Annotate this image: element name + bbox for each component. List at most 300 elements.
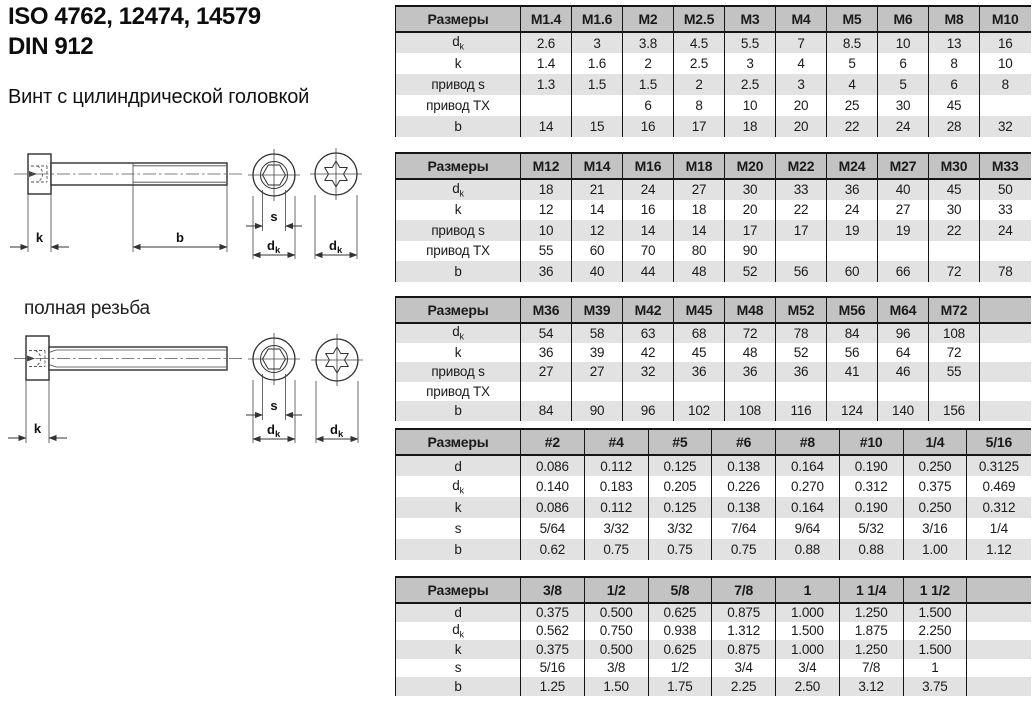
dimension-value: 27: [572, 362, 623, 382]
dimension-value: 1.25: [521, 677, 585, 696]
dimension-value: 27: [674, 179, 725, 200]
row-label: k: [396, 497, 521, 518]
row-label: s: [396, 518, 521, 539]
dimension-value: 3/16: [903, 518, 967, 539]
size-column-header: M8: [929, 6, 980, 32]
dimension-value: [967, 603, 1031, 622]
dimension-value: [967, 622, 1031, 641]
dimension-value: 1.000: [776, 603, 840, 622]
dimension-value: 25: [827, 95, 878, 116]
dimension-value: [521, 95, 572, 116]
dimension-value: [967, 659, 1031, 678]
size-column-header: #5: [648, 429, 712, 455]
dimension-value: [967, 640, 1031, 659]
dimension-value: 0.875: [712, 603, 776, 622]
dimension-value: 12: [572, 220, 623, 241]
standards-title-din: DIN 912: [8, 33, 94, 60]
dimension-value: 52: [776, 343, 827, 363]
row-label: k: [396, 53, 521, 74]
row-label: b: [396, 401, 521, 421]
size-column-header: #10: [839, 429, 903, 455]
dimension-value: 2: [623, 53, 674, 74]
dimension-value: 72: [929, 343, 980, 363]
row-label: $d_k$: [396, 179, 521, 200]
screw-side-view-partial-thread: [10, 154, 242, 252]
technical-drawing: [0, 140, 390, 470]
dimension-value: 90: [572, 401, 623, 421]
dimension-value: 46: [878, 362, 929, 382]
dimension-value: 1.00: [903, 539, 967, 560]
size-column-header: M14: [572, 153, 623, 179]
dimension-value: 5/32: [839, 518, 903, 539]
table-row: [396, 476, 1031, 497]
dimension-value: [878, 241, 929, 262]
dimension-value: 1.4: [521, 53, 572, 74]
dimension-value: 96: [623, 401, 674, 421]
full-thread-label: полная резьба: [24, 298, 150, 319]
dimension-value: 0.312: [967, 497, 1031, 518]
dimension-value: 55: [929, 362, 980, 382]
dimension-value: [980, 343, 1031, 363]
size-column-header: M5: [827, 6, 878, 32]
size-column-header: M16: [623, 153, 674, 179]
size-column-header: M1.4: [521, 6, 572, 32]
dimension-value: [572, 382, 623, 402]
dimension-value: 56: [776, 261, 827, 282]
dimension-value: 0.750: [584, 622, 648, 641]
size-column-header: M10: [980, 6, 1031, 32]
dimension-value: 20: [776, 116, 827, 137]
row-label: b: [396, 116, 521, 137]
dimension-value: 48: [725, 343, 776, 363]
table-row: [396, 116, 1031, 137]
dimension-value: 20: [776, 95, 827, 116]
dimension-value: 32: [623, 362, 674, 382]
dimension-value: 0.88: [839, 539, 903, 560]
dimension-value: 30: [929, 200, 980, 221]
dimension-value: 22: [776, 200, 827, 221]
size-column-header: #8: [776, 429, 840, 455]
dimension-value: 0.250: [903, 455, 967, 476]
size-column-header: M56: [827, 297, 878, 323]
table-imperial-2-516: [395, 428, 1031, 560]
table-row: [396, 362, 1031, 382]
dimension-value: 58: [572, 323, 623, 343]
dimension-value: 45: [929, 95, 980, 116]
table-row: [396, 603, 1031, 622]
dimension-value: 45: [929, 179, 980, 200]
dimension-value: 80: [674, 241, 725, 262]
size-column-header: M36: [521, 297, 572, 323]
table-metric-m36-m72: [395, 296, 1031, 421]
size-column-header: 1/4: [903, 429, 967, 455]
size-column-header: 5/16: [967, 429, 1031, 455]
dimension-value: 3: [776, 74, 827, 95]
dimension-value: [572, 95, 623, 116]
table-row: [396, 539, 1031, 560]
dimension-value: 0.086: [521, 497, 585, 518]
dimension-value: 2.50: [776, 677, 840, 696]
dimension-value: 78: [980, 261, 1031, 282]
dim-label-dk: $d_k$: [267, 238, 281, 256]
dimension-value: 18: [725, 116, 776, 137]
size-column-header: #6: [712, 429, 776, 455]
table-row: [396, 659, 1031, 678]
row-label: s: [396, 659, 521, 678]
dimension-value: 17: [725, 220, 776, 241]
dimension-value: 0.164: [776, 455, 840, 476]
row-label: привод TX: [396, 382, 521, 402]
dimension-value: 14: [674, 220, 725, 241]
table-row: [396, 497, 1031, 518]
table-row: [396, 32, 1031, 53]
size-column-header: #4: [584, 429, 648, 455]
dimension-value: [980, 382, 1031, 402]
size-column-header: [980, 297, 1031, 323]
row-label: привод s: [396, 74, 521, 95]
dimension-value: 0.375: [521, 603, 585, 622]
dimension-value: 19: [827, 220, 878, 241]
size-column-header: [967, 577, 1031, 603]
dimension-value: 3/32: [648, 518, 712, 539]
row-label: $d_k$: [396, 622, 521, 641]
dimension-value: 0.125: [648, 455, 712, 476]
dimension-value: 108: [929, 323, 980, 343]
dimension-value: 54: [521, 323, 572, 343]
dimension-value: 0.138: [712, 497, 776, 518]
product-subtitle: Винт с цилиндрической головкой: [8, 86, 310, 108]
dimension-value: 8: [929, 53, 980, 74]
dimension-value: 39: [572, 343, 623, 363]
dimension-value: 0.500: [584, 640, 648, 659]
dimension-value: 1.75: [648, 677, 712, 696]
dimension-value: 72: [929, 261, 980, 282]
dimension-value: 30: [878, 95, 929, 116]
dimension-value: [929, 382, 980, 402]
dimension-value: 1.500: [903, 640, 967, 659]
size-column-header: M3: [725, 6, 776, 32]
size-column-header: M2: [623, 6, 674, 32]
dimension-value: [674, 382, 725, 402]
dim-label-dk: $d_k$: [330, 422, 344, 440]
dimension-value: 17: [674, 116, 725, 137]
torx-end-view: [311, 334, 363, 443]
dimension-value: 2: [674, 74, 725, 95]
dimension-value: 27: [521, 362, 572, 382]
dimension-value: 0.164: [776, 497, 840, 518]
dimension-value: 0.138: [712, 455, 776, 476]
dimension-value: 8.5: [827, 32, 878, 53]
dimension-value: 0.75: [712, 539, 776, 560]
size-column-header: #2: [521, 429, 585, 455]
dimension-value: 0.086: [521, 455, 585, 476]
dimension-value: 45: [674, 343, 725, 363]
dimension-value: 13: [929, 32, 980, 53]
table-row: [396, 241, 1031, 262]
dimension-value: 78: [776, 323, 827, 343]
dimension-value: 33: [776, 179, 827, 200]
row-label: привод TX: [396, 241, 521, 262]
dimension-value: 20: [725, 200, 776, 221]
size-column-title: Размеры: [396, 429, 521, 455]
row-label: b: [396, 539, 521, 560]
dimension-value: 0.469: [967, 476, 1031, 497]
table-row: [396, 200, 1031, 221]
dimension-value: 1.50: [584, 677, 648, 696]
dim-label-dk: $d_k$: [267, 422, 281, 440]
dimension-value: [776, 241, 827, 262]
size-column-title: Размеры: [396, 153, 521, 179]
standards-title: [8, 2, 261, 62]
dimension-value: 14: [623, 220, 674, 241]
dimension-value: 1/2: [648, 659, 712, 678]
dimension-value: 1.12: [967, 539, 1031, 560]
dimension-value: 0.270: [776, 476, 840, 497]
size-column-header: M22: [776, 153, 827, 179]
dimension-value: 5: [878, 74, 929, 95]
table-row: [396, 343, 1031, 363]
dimension-value: 116: [776, 401, 827, 421]
dimension-value: 55: [521, 241, 572, 262]
dimension-value: 1.000: [776, 640, 840, 659]
table-row: [396, 179, 1031, 200]
dimension-value: 36: [725, 362, 776, 382]
dimension-value: 0.112: [584, 455, 648, 476]
table-row: [396, 261, 1031, 282]
dimension-value: 66: [878, 261, 929, 282]
row-label: d: [396, 603, 521, 622]
dimension-value: 2.6: [521, 32, 572, 53]
dimension-value: 18: [674, 200, 725, 221]
dimension-value: 5/64: [521, 518, 585, 539]
dimension-value: 0.88: [776, 539, 840, 560]
size-column-title: Размеры: [396, 6, 521, 32]
size-column-header: M30: [929, 153, 980, 179]
dimension-value: 50: [980, 179, 1031, 200]
dimension-value: [967, 677, 1031, 696]
dimension-value: 41: [827, 362, 878, 382]
dimension-value: 1.500: [776, 622, 840, 641]
dimension-value: 90: [725, 241, 776, 262]
dimension-value: 1.250: [839, 640, 903, 659]
dimension-value: 24: [827, 200, 878, 221]
dimension-value: 5: [827, 53, 878, 74]
dimension-value: 7: [776, 32, 827, 53]
dimension-value: 3: [725, 53, 776, 74]
dimension-value: [929, 241, 980, 262]
dimension-value: 30: [725, 179, 776, 200]
dimension-value: 10: [725, 95, 776, 116]
size-column-title: Размеры: [396, 577, 521, 603]
dimension-value: 0.312: [839, 476, 903, 497]
dimension-value: 22: [827, 116, 878, 137]
row-label: привод s: [396, 362, 521, 382]
size-column-header: M33: [980, 153, 1031, 179]
dimension-value: 3: [572, 32, 623, 53]
screw-side-view-full-thread: [8, 336, 242, 443]
row-label: привод TX: [396, 95, 521, 116]
dimension-value: 72: [725, 323, 776, 343]
dimension-value: 2.25: [712, 677, 776, 696]
table-row: [396, 220, 1031, 241]
size-column-header: M27: [878, 153, 929, 179]
dimension-value: 2.5: [674, 53, 725, 74]
size-column-header: 7/8: [712, 577, 776, 603]
table-row: [396, 640, 1031, 659]
dimension-value: 7/8: [839, 659, 903, 678]
dimension-value: 0.625: [648, 640, 712, 659]
dim-label-dk: $d_k$: [329, 238, 343, 256]
dim-label-s: s: [270, 209, 278, 224]
dimension-value: 68: [674, 323, 725, 343]
row-label: b: [396, 677, 521, 696]
size-column-header: M6: [878, 6, 929, 32]
dimension-value: 15: [572, 116, 623, 137]
dimension-value: 0.190: [839, 497, 903, 518]
dimension-value: 8: [980, 74, 1031, 95]
size-column-header: M48: [725, 297, 776, 323]
size-column-header: M24: [827, 153, 878, 179]
dimension-value: 12: [521, 200, 572, 221]
dimension-value: 8: [674, 95, 725, 116]
dimension-value: 1.5: [623, 74, 674, 95]
dimension-value: [980, 401, 1031, 421]
row-label: k: [396, 200, 521, 221]
dimension-value: 0.375: [903, 476, 967, 497]
dimension-value: 1.500: [903, 603, 967, 622]
table-row: [396, 518, 1031, 539]
size-column-header: M52: [776, 297, 827, 323]
dim-label-s: s: [270, 398, 278, 413]
dimension-value: 40: [572, 261, 623, 282]
table-row: [396, 455, 1031, 476]
dimension-value: 0.112: [584, 497, 648, 518]
dimension-value: 6: [929, 74, 980, 95]
row-label: k: [396, 343, 521, 363]
dimension-value: 14: [572, 200, 623, 221]
dimension-value: 6: [623, 95, 674, 116]
table-imperial-38-112: [395, 576, 1031, 696]
dimension-value: 28: [929, 116, 980, 137]
dimension-value: 84: [827, 323, 878, 343]
table-row: [396, 74, 1031, 95]
dimension-value: 0.190: [839, 455, 903, 476]
dimension-value: [827, 241, 878, 262]
table-row: [396, 622, 1031, 641]
size-column-header: M72: [929, 297, 980, 323]
dimension-value: 5/16: [521, 659, 585, 678]
dimension-value: [623, 382, 674, 402]
hex-socket-end-view: [246, 333, 302, 443]
dimension-value: 60: [827, 261, 878, 282]
table-row: [396, 401, 1031, 421]
dimension-value: [980, 95, 1031, 116]
dimension-value: [980, 323, 1031, 343]
dimension-value: [980, 362, 1031, 382]
row-label: $d_k$: [396, 32, 521, 53]
size-column-header: 1: [776, 577, 840, 603]
dimension-value: 24: [878, 116, 929, 137]
dimension-value: 108: [725, 401, 776, 421]
dimension-value: 0.226: [712, 476, 776, 497]
dimension-value: 1.250: [839, 603, 903, 622]
table-row: [396, 95, 1031, 116]
dim-label-b: b: [176, 230, 184, 245]
dimension-value: 40: [878, 179, 929, 200]
dimension-value: 19: [878, 220, 929, 241]
dimension-value: 1.5: [572, 74, 623, 95]
size-column-header: 1/2: [584, 577, 648, 603]
dim-label-k: k: [35, 230, 44, 245]
dimension-value: 140: [878, 401, 929, 421]
size-column-header: M20: [725, 153, 776, 179]
dimension-value: [521, 382, 572, 402]
dimension-value: 0.938: [648, 622, 712, 641]
row-label: привод s: [396, 220, 521, 241]
dimension-value: 56: [827, 343, 878, 363]
dimension-value: 0.3125: [967, 455, 1031, 476]
dimension-value: [827, 382, 878, 402]
dimension-value: 21: [572, 179, 623, 200]
dimension-value: 10: [980, 53, 1031, 74]
dimension-value: 0.183: [584, 476, 648, 497]
dimension-value: 1: [903, 659, 967, 678]
dimension-value: 60: [572, 241, 623, 262]
dimension-value: 124: [827, 401, 878, 421]
dimension-value: 2.5: [725, 74, 776, 95]
size-column-header: M2.5: [674, 6, 725, 32]
torx-end-view: [310, 148, 362, 259]
size-column-header: 1 1/2: [903, 577, 967, 603]
dimension-value: 1.875: [839, 622, 903, 641]
dimension-value: 3/4: [776, 659, 840, 678]
row-label: b: [396, 261, 521, 282]
dimension-value: 22: [929, 220, 980, 241]
dimension-value: 14: [521, 116, 572, 137]
dimension-value: 2.250: [903, 622, 967, 641]
dimension-value: 27: [878, 200, 929, 221]
dimension-value: 36: [776, 362, 827, 382]
dimension-value: 48: [674, 261, 725, 282]
table-row: [396, 677, 1031, 696]
dimension-value: 0.562: [521, 622, 585, 641]
dimension-value: 1.312: [712, 622, 776, 641]
dimension-value: 0.500: [584, 603, 648, 622]
size-column-header: M1.6: [572, 6, 623, 32]
dimension-value: 63: [623, 323, 674, 343]
size-column-header: 1 1/4: [839, 577, 903, 603]
dimension-value: [878, 382, 929, 402]
dimension-value: 9/64: [776, 518, 840, 539]
dimension-value: 3.75: [903, 677, 967, 696]
size-column-header: 3/8: [521, 577, 585, 603]
size-column-header: M12: [521, 153, 572, 179]
dimension-value: 7/64: [712, 518, 776, 539]
row-label: d: [396, 455, 521, 476]
dimension-value: [980, 241, 1031, 262]
dimension-value: 0.62: [521, 539, 585, 560]
table-row: [396, 323, 1031, 343]
dimension-value: 18: [521, 179, 572, 200]
dimension-value: 0.140: [521, 476, 585, 497]
table-metric-m12-m33: [395, 152, 1031, 282]
dimension-value: 32: [980, 116, 1031, 137]
size-column-header: M18: [674, 153, 725, 179]
dimension-value: [776, 382, 827, 402]
dimension-value: 10: [521, 220, 572, 241]
dimension-value: 36: [827, 179, 878, 200]
dimension-value: 0.205: [648, 476, 712, 497]
